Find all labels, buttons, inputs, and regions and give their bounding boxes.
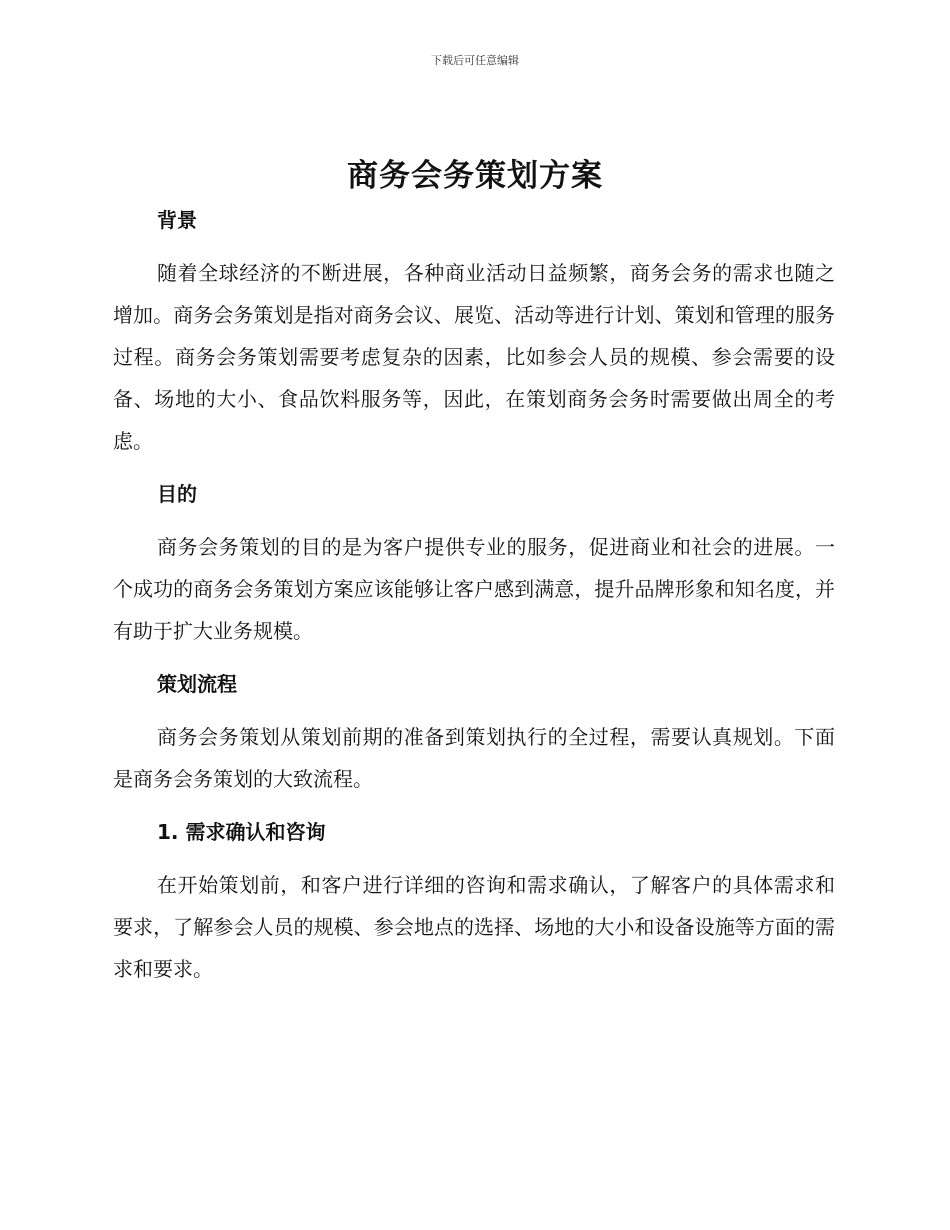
section-heading: 目的 [157, 482, 197, 506]
section-paragraph: 商务会务策划的目的是为客户提供专业的服务，促进商业和社会的进展。一个成功的商务会务策划方案应该能够让客户感到满意，提升品牌形象和知名度，并有助于扩大业务规模。 [113, 535, 835, 643]
section-heading: 策划流程 [157, 672, 237, 696]
section-paragraph: 随着全球经济的不断进展，各种商业活动日益频繁，商务会务的需求也随之增加。商务会务策划是指对商务会议、展览、活动等进行计划、策划和管理的服务过程。商务会务策划需要考虑复杂的因素，比如参会人员的规模、参会需要的设备、场地的大小、食品饮料服务等，因此，在策划商务会务时需要做出周全的考虑。 [113, 261, 835, 453]
section-heading: 背景 [157, 208, 197, 232]
section-purpose [113, 474, 835, 664]
section-paragraph: 商务会务策划从策划前期的准备到策划执行的全过程，需要认真规划。下面是商务会务策划的大致流程。 [113, 725, 835, 791]
section-paragraph: 在开始策划前，和客户进行详细的咨询和需求确认，了解客户的具体需求和要求，了解参会人员的规模、参会地点的选择、场地的大小和设备设施等方面的需求和要求。 [113, 873, 835, 981]
section-background [113, 200, 835, 474]
section-heading: 1. 需求确认和咨询 [157, 820, 326, 844]
section-requirements [113, 812, 835, 990]
document-body [113, 200, 835, 990]
page-header-note: 下载后可任意编辑 [431, 54, 519, 67]
section-process [113, 664, 835, 812]
document-title: 商务会务策划方案 [347, 158, 603, 194]
